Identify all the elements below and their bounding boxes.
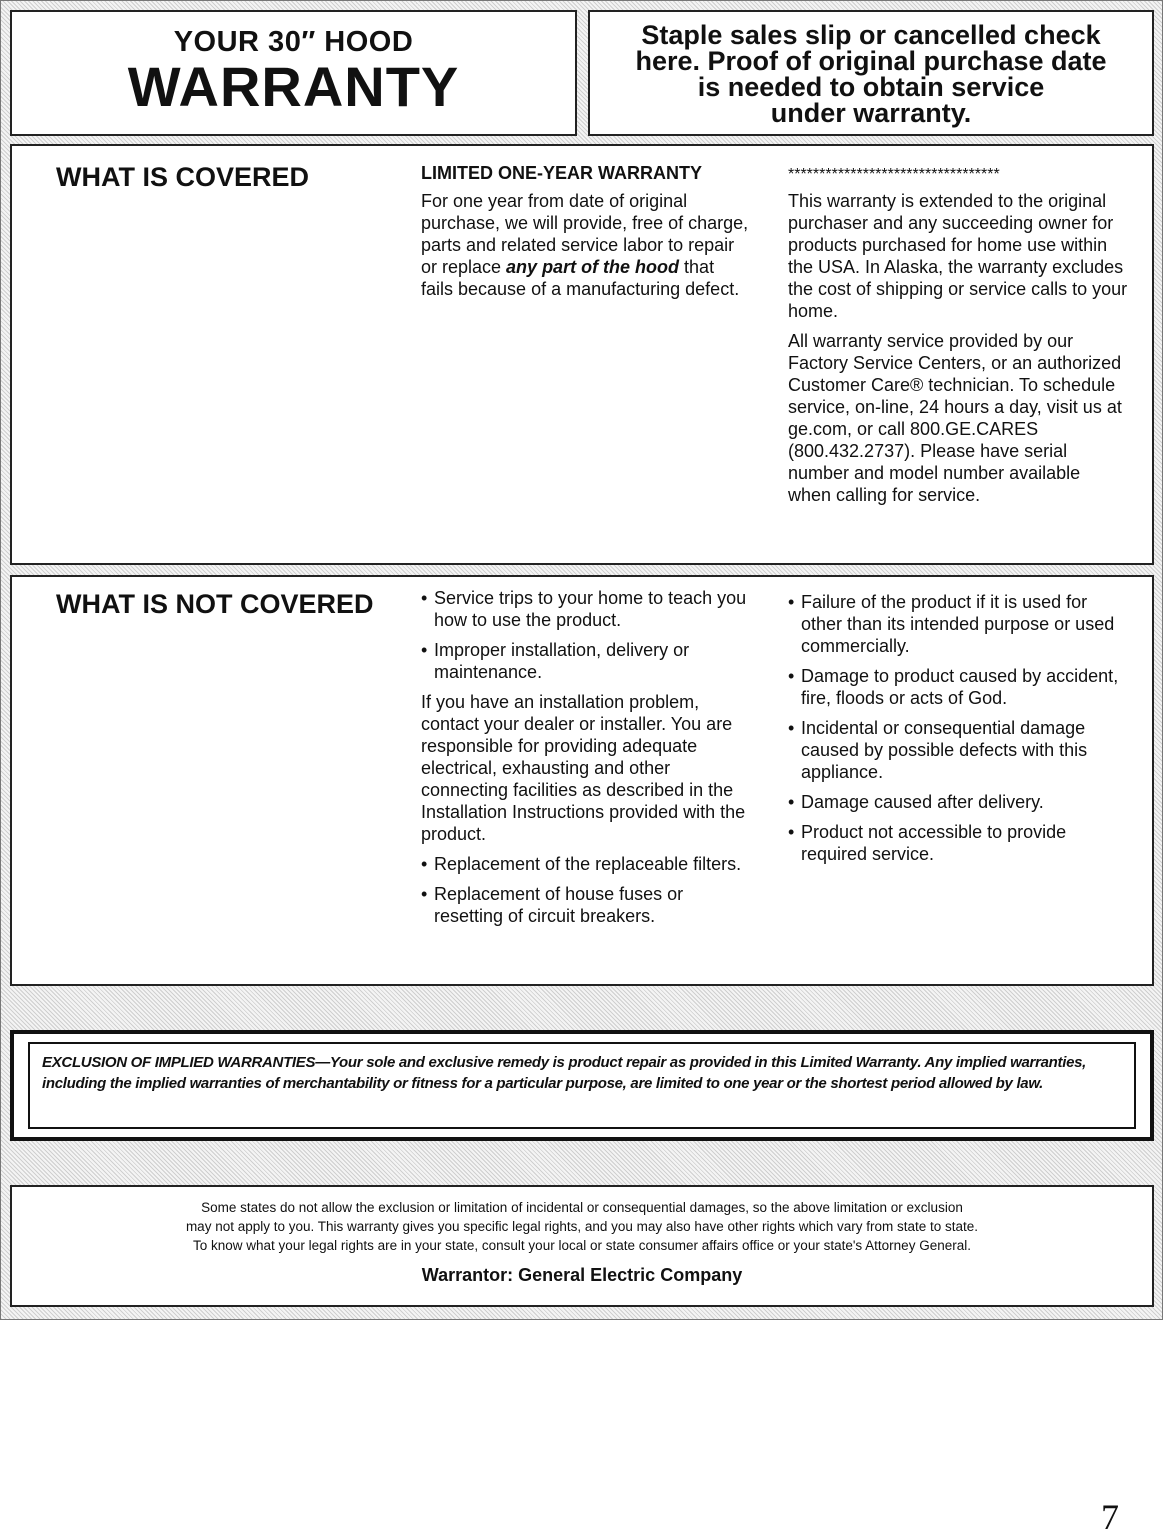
staple-line: Staple sales slip or cancelled check [641,20,1101,50]
legal-line: Some states do not allow the exclusion or limitation of incidental or consequential damages, so the above limitation or exclusion [201,1200,963,1215]
legal-notice [10,1185,1154,1307]
service-text: All warranty service provided by our Factory Service Centers, or an authorized Customer Care® technician. To schedule service, on-line, 24 hours a day, visit us at ge.com, or call 800.GE.CARES (800.432.2737). Please have serial number and model number available when calling for service. [788,331,1122,505]
exclusion-text: EXCLUSION OF IMPLIED WARRANTIES—Your sole and exclusive remedy is product repair as provided in this Limited Warranty. Any implied warranties, including the implied warranties of merchantability or fitness for a particular purpose, are limited to one year or the shortest period allowed by law. [28,1042,1136,1129]
page-number: 7 [1101,1497,1119,1537]
list-item: • Product not accessible to provide required service. [788,821,1128,865]
extended-text: This warranty is extended to the original purchaser and any succeeding owner for products purchased for home use within the USA. In Alaska, the warranty excludes the cost of shipping or service calls to your home. [788,191,1128,321]
legal-line: may not apply to you. This warranty gives you specific legal rights, and you may also have other rights which vary from state to state. [185,1219,979,1234]
legal-line: To know what your legal rights are in your state, consult your local or state consumer affairs office or your state's Attorney General. [193,1238,971,1253]
coverage-text-b: that fails because of a manufacturing defect. [421,257,740,299]
coverage-text [421,190,751,300]
list-item: • Damage to product caused by accident, fire, floods or acts of God. [788,665,1128,709]
staple-line: is needed to obtain service [697,72,1045,102]
staple-line: under warranty. [770,98,972,128]
hood-subtitle: YOUR 30″ HOOD [173,26,414,58]
list-item: • Incidental or consequential damage caused by possible defects with this appliance. [788,717,1128,783]
list-item: • Replacement of house fuses or resetting of circuit breakers. [421,883,756,927]
list-item: • Service trips to your home to teach you how to use the product. [421,587,756,631]
list-item: • Failure of the product if it is used for other than its intended purpose or used commercially. [788,591,1128,657]
limited-warranty-heading: LIMITED ONE-YEAR WARRANTY [421,163,702,183]
covered-left-column [421,162,751,308]
installation-note: If you have an installation problem, contact your dealer or installer. You are responsible for providing adequate electrical, exhausting and other connecting facilities as described in the Installation Instructions provided with the product. [421,692,746,844]
list-item: • Improper installation, delivery or maintenance. [421,639,756,683]
warranty-header [10,10,577,136]
section-title: WHAT IS NOT COVERED [56,589,374,619]
not-covered-left-column [421,587,756,935]
coverage-text-a: For one year from date of original purchase, we will provide, free of charge, parts and related service labor to repair or replace [421,191,749,277]
warranty-title: WARRANTY [127,55,460,118]
stars-divider: ********************************** [788,166,1000,183]
staple-notice [588,10,1154,136]
staple-line: here. Proof of original purchase date [635,46,1107,76]
list-item: • Replacement of the replaceable filters. [421,853,756,875]
warrantor: Warrantor: General Electric Company [421,1265,743,1285]
what-is-covered-section [10,144,1154,565]
coverage-emphasis: any part of the hood [506,257,680,277]
exclusion-box [10,1030,1154,1141]
covered-right-column [788,164,1128,514]
not-covered-right-column [788,591,1128,873]
what-is-not-covered-section [10,575,1154,986]
section-title: WHAT IS COVERED [56,162,310,192]
list-item: • Damage caused after delivery. [788,791,1128,813]
